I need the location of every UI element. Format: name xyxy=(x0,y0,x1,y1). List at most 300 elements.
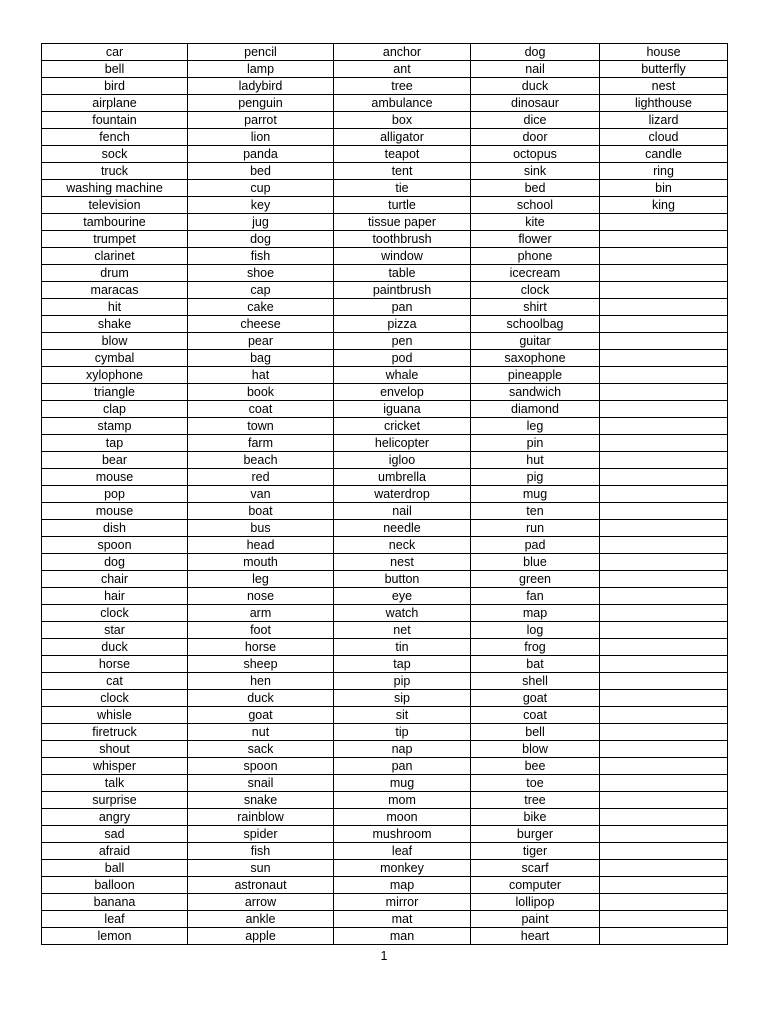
table-row xyxy=(42,265,728,282)
table-cell: toe xyxy=(471,775,600,792)
table-row xyxy=(42,95,728,112)
table-cell: sink xyxy=(471,163,600,180)
table-cell: key xyxy=(188,197,334,214)
table-cell: cat xyxy=(42,673,188,690)
table-cell: pear xyxy=(188,333,334,350)
table-cell xyxy=(600,435,728,452)
table-row xyxy=(42,792,728,809)
table-cell: bike xyxy=(471,809,600,826)
table-cell: schoolbag xyxy=(471,316,600,333)
table-row xyxy=(42,707,728,724)
table-cell: talk xyxy=(42,775,188,792)
table-cell: whale xyxy=(334,367,471,384)
table-cell: lemon xyxy=(42,928,188,945)
table-cell xyxy=(600,877,728,894)
table-cell: watch xyxy=(334,605,471,622)
table-cell xyxy=(600,333,728,350)
table-cell xyxy=(600,911,728,928)
table-cell: iguana xyxy=(334,401,471,418)
table-cell: fench xyxy=(42,129,188,146)
table-row xyxy=(42,452,728,469)
table-cell xyxy=(600,741,728,758)
table-cell: hat xyxy=(188,367,334,384)
table-cell xyxy=(600,928,728,945)
table-cell: mouth xyxy=(188,554,334,571)
table-row xyxy=(42,911,728,928)
table-row xyxy=(42,333,728,350)
table-cell: sock xyxy=(42,146,188,163)
table-cell xyxy=(600,401,728,418)
table-cell: tambourine xyxy=(42,214,188,231)
table-cell: nail xyxy=(471,61,600,78)
table-cell: map xyxy=(471,605,600,622)
table-cell: town xyxy=(188,418,334,435)
table-cell: icecream xyxy=(471,265,600,282)
table-row xyxy=(42,894,728,911)
table-row xyxy=(42,350,728,367)
table-cell: duck xyxy=(471,78,600,95)
table-cell: sit xyxy=(334,707,471,724)
table-cell: shout xyxy=(42,741,188,758)
table-cell: trumpet xyxy=(42,231,188,248)
table-cell xyxy=(600,231,728,248)
table-cell: clock xyxy=(471,282,600,299)
table-cell xyxy=(600,605,728,622)
table-row xyxy=(42,248,728,265)
table-cell: helicopter xyxy=(334,435,471,452)
table-cell: umbrella xyxy=(334,469,471,486)
table-cell: frog xyxy=(471,639,600,656)
table-cell: ant xyxy=(334,61,471,78)
table-cell xyxy=(600,690,728,707)
table-cell xyxy=(600,639,728,656)
table-cell: window xyxy=(334,248,471,265)
table-cell: tent xyxy=(334,163,471,180)
table-cell: nail xyxy=(334,503,471,520)
table-cell: tin xyxy=(334,639,471,656)
table-cell xyxy=(600,894,728,911)
table-cell: bat xyxy=(471,656,600,673)
table-cell: sun xyxy=(188,860,334,877)
table-cell: king xyxy=(600,197,728,214)
table-cell: pig xyxy=(471,469,600,486)
table-cell: duck xyxy=(188,690,334,707)
table-cell: spider xyxy=(188,826,334,843)
table-cell: nest xyxy=(600,78,728,95)
table-row xyxy=(42,367,728,384)
table-cell: butterfly xyxy=(600,61,728,78)
table-cell: heart xyxy=(471,928,600,945)
table-cell: banana xyxy=(42,894,188,911)
table-row xyxy=(42,469,728,486)
table-cell: cap xyxy=(188,282,334,299)
table-row xyxy=(42,928,728,945)
table-cell xyxy=(600,384,728,401)
table-cell xyxy=(600,622,728,639)
table-row xyxy=(42,299,728,316)
table-cell: blow xyxy=(42,333,188,350)
table-cell xyxy=(600,299,728,316)
table-cell: leg xyxy=(188,571,334,588)
table-row xyxy=(42,401,728,418)
table-cell: bag xyxy=(188,350,334,367)
table-cell: cricket xyxy=(334,418,471,435)
table-cell: bird xyxy=(42,78,188,95)
table-cell: ladybird xyxy=(188,78,334,95)
table-cell: whisper xyxy=(42,758,188,775)
table-row xyxy=(42,129,728,146)
table-cell: man xyxy=(334,928,471,945)
table-cell: lizard xyxy=(600,112,728,129)
table-cell: saxophone xyxy=(471,350,600,367)
table-cell: alligator xyxy=(334,129,471,146)
table-cell: pencil xyxy=(188,44,334,61)
table-cell: mouse xyxy=(42,469,188,486)
table-cell xyxy=(600,656,728,673)
table-cell: dice xyxy=(471,112,600,129)
table-cell xyxy=(600,809,728,826)
table-cell: box xyxy=(334,112,471,129)
table-cell: foot xyxy=(188,622,334,639)
table-cell: tap xyxy=(334,656,471,673)
table-cell: leg xyxy=(471,418,600,435)
table-row xyxy=(42,146,728,163)
table-cell: guitar xyxy=(471,333,600,350)
table-row xyxy=(42,588,728,605)
table-cell: ten xyxy=(471,503,600,520)
table-cell: washing machine xyxy=(42,180,188,197)
table-row xyxy=(42,282,728,299)
table-cell: house xyxy=(600,44,728,61)
table-cell: ring xyxy=(600,163,728,180)
table-row xyxy=(42,656,728,673)
table-cell xyxy=(600,350,728,367)
table-cell: star xyxy=(42,622,188,639)
table-row xyxy=(42,826,728,843)
table-cell: farm xyxy=(188,435,334,452)
table-cell: table xyxy=(334,265,471,282)
table-cell xyxy=(600,503,728,520)
table-cell: toothbrush xyxy=(334,231,471,248)
table-row xyxy=(42,435,728,452)
table-cell xyxy=(600,826,728,843)
word-table-body xyxy=(42,44,728,945)
table-cell: pin xyxy=(471,435,600,452)
table-cell: pan xyxy=(334,758,471,775)
table-cell: green xyxy=(471,571,600,588)
table-cell xyxy=(600,537,728,554)
table-cell xyxy=(600,707,728,724)
table-row xyxy=(42,724,728,741)
table-cell xyxy=(600,469,728,486)
table-cell: dog xyxy=(471,44,600,61)
table-cell: afraid xyxy=(42,843,188,860)
table-cell: waterdrop xyxy=(334,486,471,503)
table-cell: snake xyxy=(188,792,334,809)
table-row xyxy=(42,112,728,129)
table-cell: lollipop xyxy=(471,894,600,911)
table-cell: eye xyxy=(334,588,471,605)
table-row xyxy=(42,44,728,61)
table-cell: shell xyxy=(471,673,600,690)
table-cell: coat xyxy=(471,707,600,724)
table-cell: clarinet xyxy=(42,248,188,265)
table-cell: boat xyxy=(188,503,334,520)
table-row xyxy=(42,214,728,231)
table-cell: phone xyxy=(471,248,600,265)
table-cell: truck xyxy=(42,163,188,180)
table-cell: parrot xyxy=(188,112,334,129)
table-cell: bell xyxy=(471,724,600,741)
table-cell: bin xyxy=(600,180,728,197)
table-cell: pen xyxy=(334,333,471,350)
table-row xyxy=(42,486,728,503)
table-cell: balloon xyxy=(42,877,188,894)
table-row xyxy=(42,622,728,639)
table-cell: whisle xyxy=(42,707,188,724)
table-cell xyxy=(600,248,728,265)
table-cell: ball xyxy=(42,860,188,877)
table-cell: stamp xyxy=(42,418,188,435)
table-cell: tree xyxy=(471,792,600,809)
table-cell: clap xyxy=(42,401,188,418)
table-cell: cymbal xyxy=(42,350,188,367)
table-cell xyxy=(600,554,728,571)
table-cell: monkey xyxy=(334,860,471,877)
table-row xyxy=(42,690,728,707)
table-cell: drum xyxy=(42,265,188,282)
table-cell xyxy=(600,571,728,588)
table-cell xyxy=(600,860,728,877)
table-cell: surprise xyxy=(42,792,188,809)
table-cell: cheese xyxy=(188,316,334,333)
table-cell: sheep xyxy=(188,656,334,673)
table-cell: teapot xyxy=(334,146,471,163)
table-row xyxy=(42,673,728,690)
table-row xyxy=(42,316,728,333)
table-cell: burger xyxy=(471,826,600,843)
table-cell: sandwich xyxy=(471,384,600,401)
table-row xyxy=(42,61,728,78)
table-cell: paint xyxy=(471,911,600,928)
table-cell: door xyxy=(471,129,600,146)
table-cell: maracas xyxy=(42,282,188,299)
table-cell: ambulance xyxy=(334,95,471,112)
table-cell: pip xyxy=(334,673,471,690)
table-cell: angry xyxy=(42,809,188,826)
table-cell: flower xyxy=(471,231,600,248)
table-cell: snail xyxy=(188,775,334,792)
table-cell xyxy=(600,724,728,741)
table-cell: tap xyxy=(42,435,188,452)
table-cell: pad xyxy=(471,537,600,554)
table-cell: chair xyxy=(42,571,188,588)
table-cell: tip xyxy=(334,724,471,741)
table-cell: rainblow xyxy=(188,809,334,826)
table-cell: hut xyxy=(471,452,600,469)
table-cell: horse xyxy=(42,656,188,673)
table-cell: blue xyxy=(471,554,600,571)
table-cell: van xyxy=(188,486,334,503)
table-row xyxy=(42,520,728,537)
table-cell: paintbrush xyxy=(334,282,471,299)
table-row xyxy=(42,775,728,792)
table-cell xyxy=(600,843,728,860)
table-cell: log xyxy=(471,622,600,639)
table-cell: fish xyxy=(188,843,334,860)
table-cell: xylophone xyxy=(42,367,188,384)
table-cell xyxy=(600,282,728,299)
table-cell: turtle xyxy=(334,197,471,214)
table-cell: bell xyxy=(42,61,188,78)
page-number: 1 xyxy=(380,949,388,963)
table-cell xyxy=(600,775,728,792)
table-cell: apple xyxy=(188,928,334,945)
table-cell: firetruck xyxy=(42,724,188,741)
table-cell: airplane xyxy=(42,95,188,112)
table-cell: shoe xyxy=(188,265,334,282)
word-table xyxy=(41,43,728,945)
table-cell: arm xyxy=(188,605,334,622)
table-cell: hit xyxy=(42,299,188,316)
table-cell: button xyxy=(334,571,471,588)
table-cell: head xyxy=(188,537,334,554)
table-cell: red xyxy=(188,469,334,486)
table-cell: net xyxy=(334,622,471,639)
table-cell: mug xyxy=(334,775,471,792)
table-cell xyxy=(600,792,728,809)
table-row xyxy=(42,843,728,860)
table-cell: kite xyxy=(471,214,600,231)
table-cell: television xyxy=(42,197,188,214)
table-cell: leaf xyxy=(334,843,471,860)
table-cell: anchor xyxy=(334,44,471,61)
table-row xyxy=(42,231,728,248)
table-cell: mat xyxy=(334,911,471,928)
table-row xyxy=(42,384,728,401)
table-cell xyxy=(600,588,728,605)
table-cell: dog xyxy=(42,554,188,571)
table-cell: run xyxy=(471,520,600,537)
table-cell: sack xyxy=(188,741,334,758)
table-cell: cup xyxy=(188,180,334,197)
table-cell: cloud xyxy=(600,129,728,146)
table-cell: lamp xyxy=(188,61,334,78)
table-cell: mushroom xyxy=(334,826,471,843)
table-cell: coat xyxy=(188,401,334,418)
table-cell: lighthouse xyxy=(600,95,728,112)
table-cell: lion xyxy=(188,129,334,146)
table-cell: bear xyxy=(42,452,188,469)
table-cell xyxy=(600,316,728,333)
table-cell xyxy=(600,673,728,690)
table-cell: mom xyxy=(334,792,471,809)
table-cell: penguin xyxy=(188,95,334,112)
table-cell xyxy=(600,486,728,503)
table-row xyxy=(42,197,728,214)
table-cell: duck xyxy=(42,639,188,656)
table-cell: nest xyxy=(334,554,471,571)
table-cell: astronaut xyxy=(188,877,334,894)
table-cell: hen xyxy=(188,673,334,690)
table-cell: tree xyxy=(334,78,471,95)
table-row xyxy=(42,605,728,622)
table-row xyxy=(42,554,728,571)
table-cell: map xyxy=(334,877,471,894)
table-cell: dinosaur xyxy=(471,95,600,112)
table-cell: fish xyxy=(188,248,334,265)
table-cell: nose xyxy=(188,588,334,605)
table-cell: dish xyxy=(42,520,188,537)
table-cell: octopus xyxy=(471,146,600,163)
table-cell: neck xyxy=(334,537,471,554)
table-cell: arrow xyxy=(188,894,334,911)
table-cell: mirror xyxy=(334,894,471,911)
table-cell: tissue paper xyxy=(334,214,471,231)
table-row xyxy=(42,809,728,826)
table-cell: sip xyxy=(334,690,471,707)
table-cell xyxy=(600,367,728,384)
table-cell: school xyxy=(471,197,600,214)
table-cell: bus xyxy=(188,520,334,537)
table-cell: nut xyxy=(188,724,334,741)
table-cell xyxy=(600,418,728,435)
table-cell: needle xyxy=(334,520,471,537)
table-cell: envelop xyxy=(334,384,471,401)
table-cell: dog xyxy=(188,231,334,248)
table-cell: bed xyxy=(471,180,600,197)
table-row xyxy=(42,860,728,877)
table-cell xyxy=(600,452,728,469)
table-cell: leaf xyxy=(42,911,188,928)
table-cell: bee xyxy=(471,758,600,775)
table-cell: bed xyxy=(188,163,334,180)
table-cell: igloo xyxy=(334,452,471,469)
table-cell: panda xyxy=(188,146,334,163)
table-row xyxy=(42,537,728,554)
table-cell: goat xyxy=(471,690,600,707)
table-cell: moon xyxy=(334,809,471,826)
table-cell: horse xyxy=(188,639,334,656)
table-cell xyxy=(600,758,728,775)
table-cell: ankle xyxy=(188,911,334,928)
table-row xyxy=(42,503,728,520)
table-row xyxy=(42,418,728,435)
table-cell: fan xyxy=(471,588,600,605)
table-row xyxy=(42,741,728,758)
table-cell: jug xyxy=(188,214,334,231)
table-cell xyxy=(600,265,728,282)
table-row xyxy=(42,163,728,180)
table-cell xyxy=(600,520,728,537)
table-cell: beach xyxy=(188,452,334,469)
table-cell: diamond xyxy=(471,401,600,418)
table-cell: scarf xyxy=(471,860,600,877)
table-cell: pop xyxy=(42,486,188,503)
table-cell: tiger xyxy=(471,843,600,860)
table-cell: clock xyxy=(42,690,188,707)
table-cell: pan xyxy=(334,299,471,316)
table-cell: computer xyxy=(471,877,600,894)
table-cell: pizza xyxy=(334,316,471,333)
table-row xyxy=(42,180,728,197)
table-cell: tie xyxy=(334,180,471,197)
table-cell: spoon xyxy=(42,537,188,554)
table-cell: clock xyxy=(42,605,188,622)
table-cell: shirt xyxy=(471,299,600,316)
table-cell: sad xyxy=(42,826,188,843)
table-cell: hair xyxy=(42,588,188,605)
